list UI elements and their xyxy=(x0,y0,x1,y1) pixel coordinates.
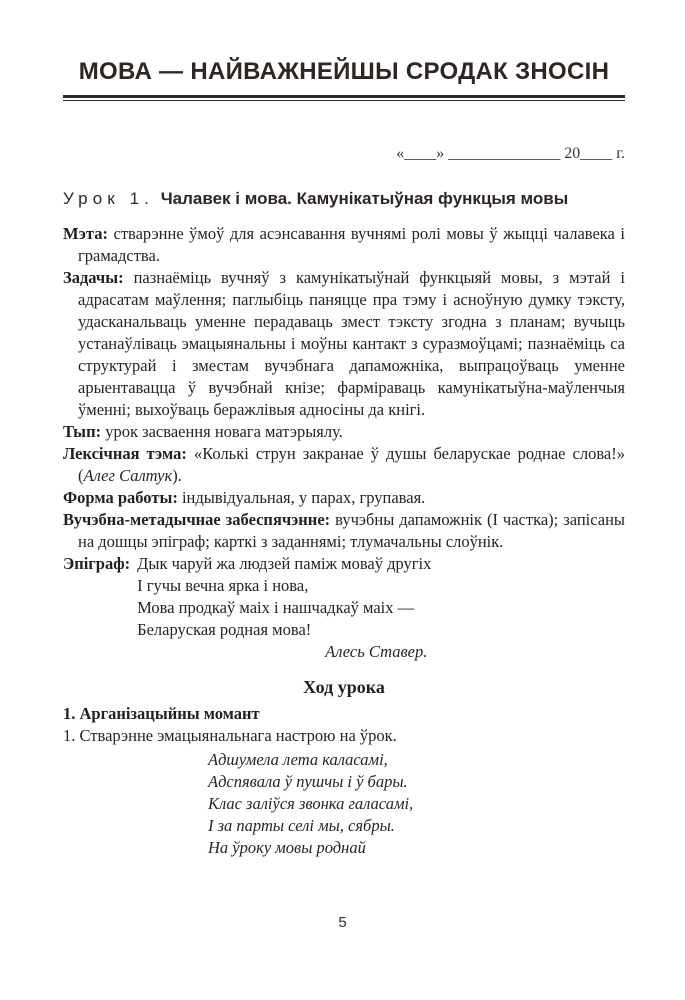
chapter-title: МОВА — НАЙВАЖНЕЙШЫ СРОДАК ЗНОСІН xyxy=(78,58,610,85)
epigraph-body xyxy=(137,553,625,663)
paragraph-type-label: Тып: xyxy=(63,422,102,441)
paragraph-meta-text: стварэнне ўмоў для асэнсавання вучнямі ролі мовы ў жыцці чалавека і грамадства. xyxy=(78,224,625,265)
poem-line: Адспявала ў пушчы і ў бары. xyxy=(208,772,408,791)
poem-line: І за парты селі мы, сябры. xyxy=(208,816,395,835)
course-heading: Ход урока xyxy=(303,677,385,697)
paragraph-lexical-theme xyxy=(63,443,625,487)
epigraph-label: Эпіграф: xyxy=(63,554,131,573)
paragraph-lexical-theme-text: «Колькі струн закранае ў душы беларускае роднае слова!» ( xyxy=(78,444,625,485)
paragraph-work-form xyxy=(63,487,625,509)
paragraph-work-form-text: індывідуальная, у парах, групавая. xyxy=(181,488,426,507)
paragraph-tasks xyxy=(63,267,625,421)
epigraph-line: Мова продкаў маіх і нашчадкаў маіх — xyxy=(137,598,415,617)
date-line: «____» ______________ 20____ г. xyxy=(396,145,625,162)
paragraph-tasks-label: Задачы: xyxy=(63,268,124,287)
epigraph-line: Беларуская родная мова! xyxy=(137,620,312,639)
paragraph-lexical-theme-author: Алег Салтук xyxy=(83,466,173,485)
paragraph-meta-label: Мэта: xyxy=(63,224,108,243)
header-double-rule xyxy=(63,95,625,101)
lesson-title: Чалавек і мова. Камунікатыўная функцыя мовы xyxy=(160,189,569,208)
lesson-number: Урок 1. xyxy=(63,189,154,208)
page-number: 5 xyxy=(338,914,347,931)
mood-poem xyxy=(208,749,625,859)
step-line: 1. Стварэнне эмацыянальнага настрою на ўрок. xyxy=(63,726,397,745)
paragraph-work-form-label: Форма работы: xyxy=(63,488,178,507)
paragraph-lexical-theme-label: Лексічная тэма: xyxy=(63,444,187,463)
poem-line: Клас заліўся звонка галасамі, xyxy=(208,794,414,813)
section-title-organizational-moment: 1. Арганізацыйны момант xyxy=(63,704,260,723)
chapter-header xyxy=(63,57,625,101)
epigraph-author: Алесь Ставер. xyxy=(325,642,428,661)
paragraph-materials-label: Вучэбна-метадычнае забеспячэнне: xyxy=(63,510,331,529)
paragraph-tasks-text: пазнаёміць вучняў з камунікатыўнай функцыяй мовы, з мэтай і адрасатам маўлення; паглыбіць паняцце пра тэму і асноўную думку тэксту, удасканальваць уменне перадаваць змест тэксту згодна з планам; вучыць устанаўліваць эмацыянальны і моўны кантакт з суразмоўцамі; пазнаёміць са структурай і зместам вучэбнага дапаможніка, выпрацоўваць уменне арыентавацца ў вучэбнай кнізе; фарміраваць камунікатыўна-маўленчыя ўменні; выхоўваць беражлівыя адносіны да кнігі. xyxy=(78,268,626,419)
epigraph-line: Дык чаруй жа людзей паміж моваў другіх xyxy=(137,554,432,573)
poem-line: Адшумела лета каласамі, xyxy=(208,750,388,769)
epigraph xyxy=(63,553,625,663)
paragraph-materials xyxy=(63,509,625,553)
paragraph-type xyxy=(63,421,625,443)
paragraph-materials-text: вучэбны дапаможнік (І частка); запісаны на дошцы эпіграф; карткі з заданнямі; тлумачальны слоўнік. xyxy=(78,510,626,551)
paragraph-lexical-theme-closing: ). xyxy=(172,466,182,485)
lesson-heading xyxy=(63,187,625,211)
epigraph-line: І гучы вечна ярка і нова, xyxy=(137,576,309,595)
paragraph-meta xyxy=(63,223,625,267)
poem-line: На ўроку мовы роднай xyxy=(208,838,366,857)
paragraph-type-text: урок засваення новага матэрыялу. xyxy=(105,422,343,441)
